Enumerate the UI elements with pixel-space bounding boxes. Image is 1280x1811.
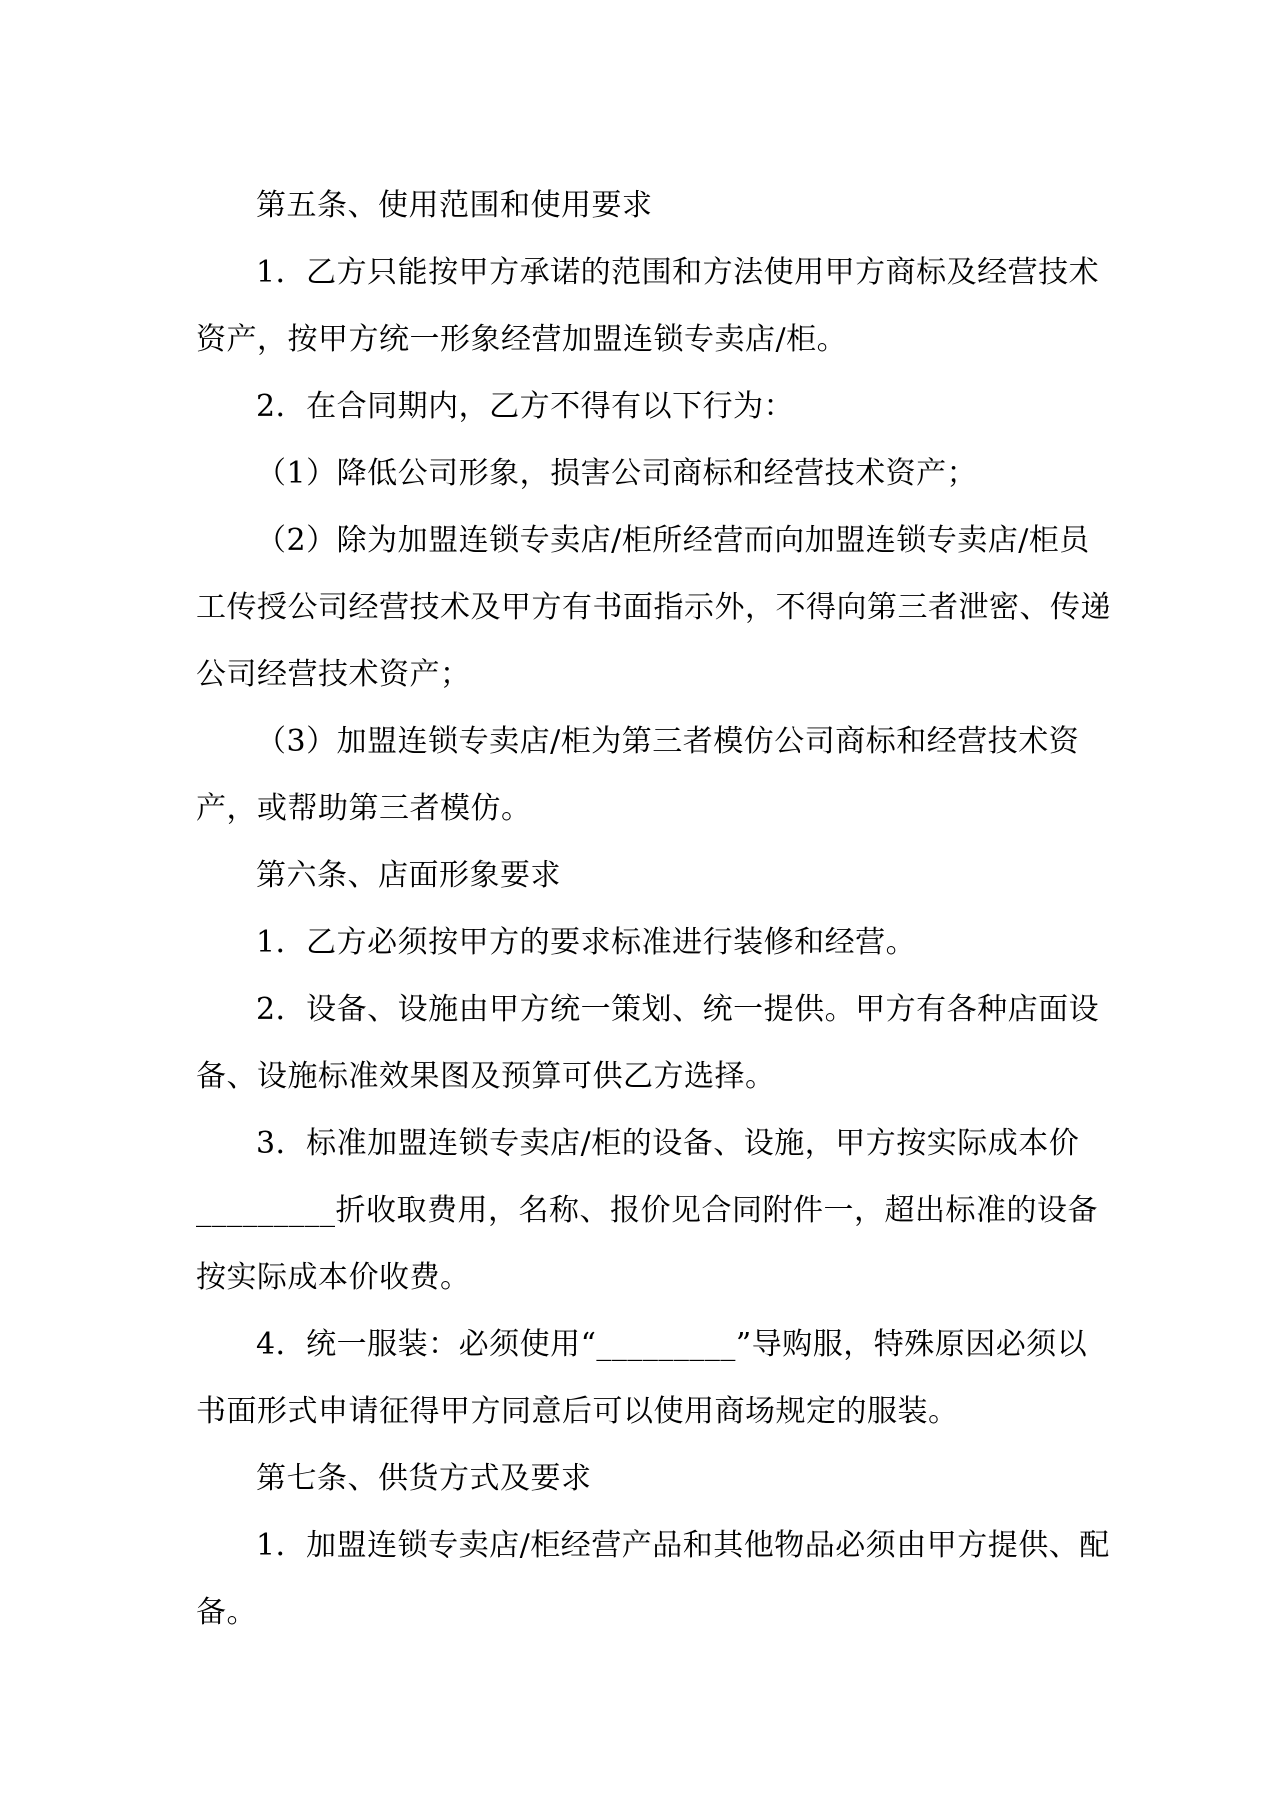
paragraph-line: 书面形式申请征得甲方同意后可以使用商场规定的服装。 bbox=[196, 1394, 959, 1429]
paragraph-line: 3．标准加盟连锁专卖店/柜的设备、设施，甲方按实际成本价 bbox=[256, 1126, 1080, 1161]
paragraph-line: 公司经营技术资产； bbox=[196, 657, 471, 692]
article-5-heading: 第五条、使用范围和使用要求 bbox=[256, 188, 653, 223]
paragraph-line: 1．乙方必须按甲方的要求标准进行装修和经营。 bbox=[256, 925, 917, 960]
article-7-heading: 第七条、供货方式及要求 bbox=[256, 1461, 592, 1496]
paragraph-line: 产，或帮助第三者模仿。 bbox=[196, 791, 532, 826]
paragraph-line: 2．在合同期内，乙方不得有以下行为： bbox=[256, 389, 795, 424]
paragraph-line: _________折收取费用，名称、报价见合同附件一，超出标准的设备 bbox=[196, 1193, 1098, 1228]
paragraph-line: 2．设备、设施由甲方统一策划、统一提供。甲方有各种店面设 bbox=[256, 992, 1100, 1027]
paragraph-line: （3）加盟连锁专卖店/柜为第三者模仿公司商标和经营技术资 bbox=[256, 724, 1080, 759]
paragraph-line: 1．乙方只能按甲方承诺的范围和方法使用甲方商标及经营技术 bbox=[256, 255, 1100, 290]
paragraph-line: 备、设施标准效果图及预算可供乙方选择。 bbox=[196, 1059, 776, 1094]
paragraph-line: 工传授公司经营技术及甲方有书面指示外，不得向第三者泄密、传递 bbox=[196, 590, 1111, 625]
article-6-heading: 第六条、店面形象要求 bbox=[256, 858, 561, 893]
document-body bbox=[196, 172, 1111, 1646]
paragraph-line: 按实际成本价收费。 bbox=[196, 1260, 471, 1295]
paragraph-line: （1）降低公司形象，损害公司商标和经营技术资产； bbox=[256, 456, 978, 491]
paragraph-line: 4．统一服装：必须使用“_________”导购服，特殊原因必须以 bbox=[256, 1327, 1088, 1362]
paragraph-line: （2）除为加盟连锁专卖店/柜所经营而向加盟连锁专卖店/柜员 bbox=[256, 523, 1090, 558]
paragraph-line: 备。 bbox=[196, 1595, 257, 1630]
paragraph-line: 1．加盟连锁专卖店/柜经营产品和其他物品必须由甲方提供、配 bbox=[256, 1528, 1110, 1563]
paragraph-line: 资产，按甲方统一形象经营加盟连锁专卖店/柜。 bbox=[196, 322, 848, 357]
